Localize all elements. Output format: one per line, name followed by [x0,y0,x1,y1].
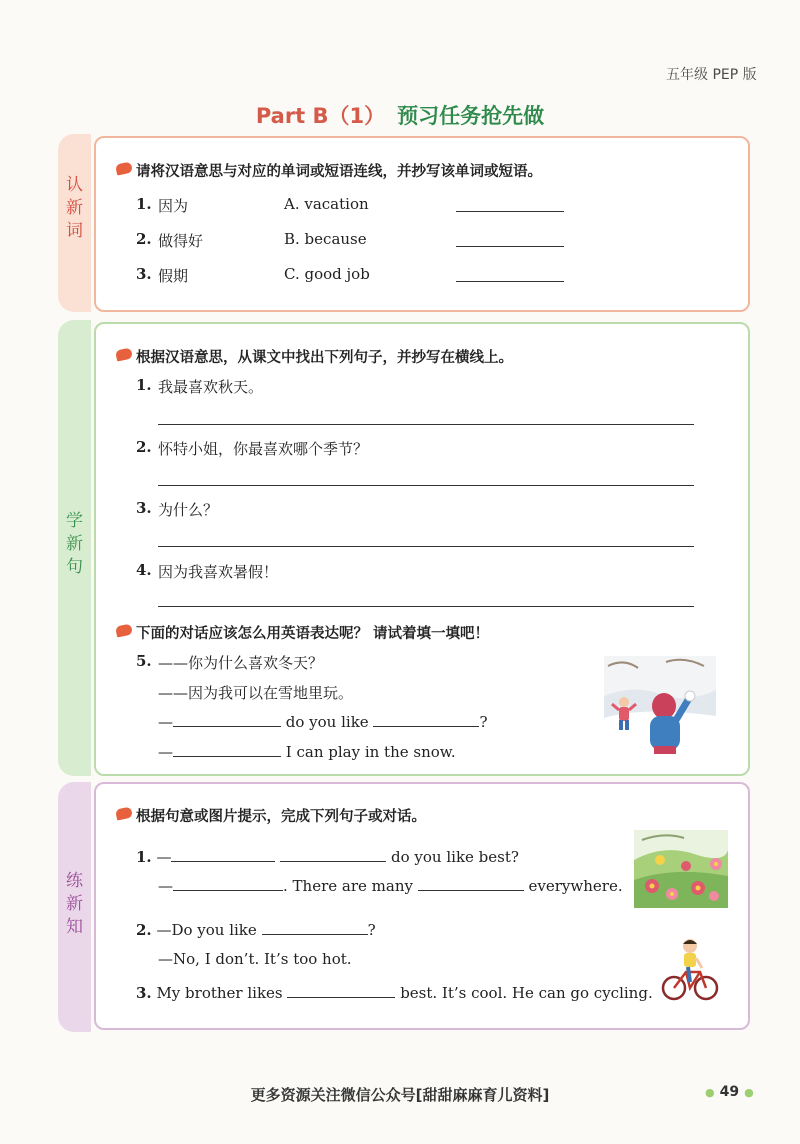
bullet-leaf-icon [115,161,133,175]
dialog-num: 5. [136,652,152,670]
q1-blank-2[interactable] [280,848,386,862]
sentence-cn-1: 我最喜欢秋天。 [158,378,264,396]
vocab-num-2: 2. [136,230,152,248]
section-tab-vocab [58,134,91,312]
vocab-en-3: C. good job [284,265,370,283]
section-tab-sentences [58,320,91,776]
sentence-num-2: 2. [136,438,152,456]
vocab-cn-1: 因为 [158,197,189,215]
dialog-line-3: — do you like ? [158,713,488,731]
vocab-num-3: 3. [136,265,152,283]
dialog-line-2: ——因为我可以在雪地里玩。 [158,684,354,702]
bullet-leaf-icon [115,347,133,361]
sentence-num-3: 3. [136,499,152,517]
sentence-num-1: 1. [136,376,152,394]
practice-q2-reply: —No, I don’t. It’s too hot. [158,950,352,968]
section-label-practice: 练 新 知 [66,871,83,937]
sentence-answer-line-3[interactable] [158,546,694,547]
sentence-cn-2: 怀特小姐，你最喜欢哪个季节？ [158,440,369,458]
dialog-line-4: — I can play in the snow. [158,743,456,761]
vocab-blank-1[interactable] [456,211,564,212]
sentence-answer-line-1[interactable] [158,424,694,425]
snow-play-illustration [604,656,716,756]
q1-blank-3[interactable] [173,877,283,891]
vocab-instruction: 请将汉语意思与对应的单词或短语连线，并抄写该单词或短语。 [116,160,542,181]
practice-q1-line1: 1. — do you like best? [136,848,519,866]
q3-blank-1[interactable] [287,984,395,998]
vocab-en-2: B. because [284,230,367,248]
sentences-instruction: 根据汉语意思，从课文中找出下列句子，并抄写在横线上。 [116,346,513,367]
boy-cycling-illustration [660,936,720,1004]
practice-q2-line1: 2. —Do you like ? [136,921,376,939]
sentence-cn-4: 因为我喜欢暑假！ [158,563,279,581]
page-number: ● 49 ● [705,1084,754,1100]
practice-q1-line2: — . There are many everywhere. [158,877,623,895]
section-label-sentences: 学 新 句 [66,511,83,577]
dialog-line-1: ——你为什么喜欢冬天？ [158,654,324,672]
q2-blank-1[interactable] [262,921,368,935]
vocab-blank-3[interactable] [456,281,564,282]
practice-instruction: 根据句意或图片提示，完成下列句子或对话。 [116,805,426,826]
q1-blank-1[interactable] [171,848,275,862]
section-tab-practice [58,782,91,1032]
vocab-en-1: A. vacation [284,195,369,213]
dialog-instruction: 下面的对话应该怎么用英语表达呢？ 请试着填一填吧！ [116,622,489,643]
dialog-blank-1[interactable] [173,713,281,727]
title-cn: 预习任务抢先做 [397,104,545,128]
vocab-cn-3: 假期 [158,267,189,285]
sentence-num-4: 4. [136,561,152,579]
bullet-leaf-icon [115,806,133,820]
title-part: Part B（1） [255,104,386,128]
dialog-blank-3[interactable] [173,743,281,757]
sentence-answer-line-4[interactable] [158,606,694,607]
dialog-blank-2[interactable] [373,713,479,727]
page-dot-left: ● [705,1086,715,1099]
sentence-cn-3: 为什么？ [158,501,219,519]
vocab-cn-2: 做得好 [158,232,204,250]
spring-flowers-illustration [634,830,728,908]
vocab-blank-2[interactable] [456,246,564,247]
sentence-answer-line-2[interactable] [158,485,694,486]
footer-text: 更多资源关注微信公众号[甜甜麻麻育儿资料] [250,1086,550,1104]
page-title [0,100,800,130]
section-label-vocab: 认 新 词 [66,175,83,241]
practice-q3: 3. My brother likes best. It’s cool. He can go cycling. [136,984,653,1002]
page-dot-right: ● [744,1086,754,1099]
grade-label: 五年级 PEP 版 [666,67,757,83]
vocab-num-1: 1. [136,195,152,213]
q1-blank-4[interactable] [418,877,524,891]
bullet-leaf-icon [115,623,133,637]
